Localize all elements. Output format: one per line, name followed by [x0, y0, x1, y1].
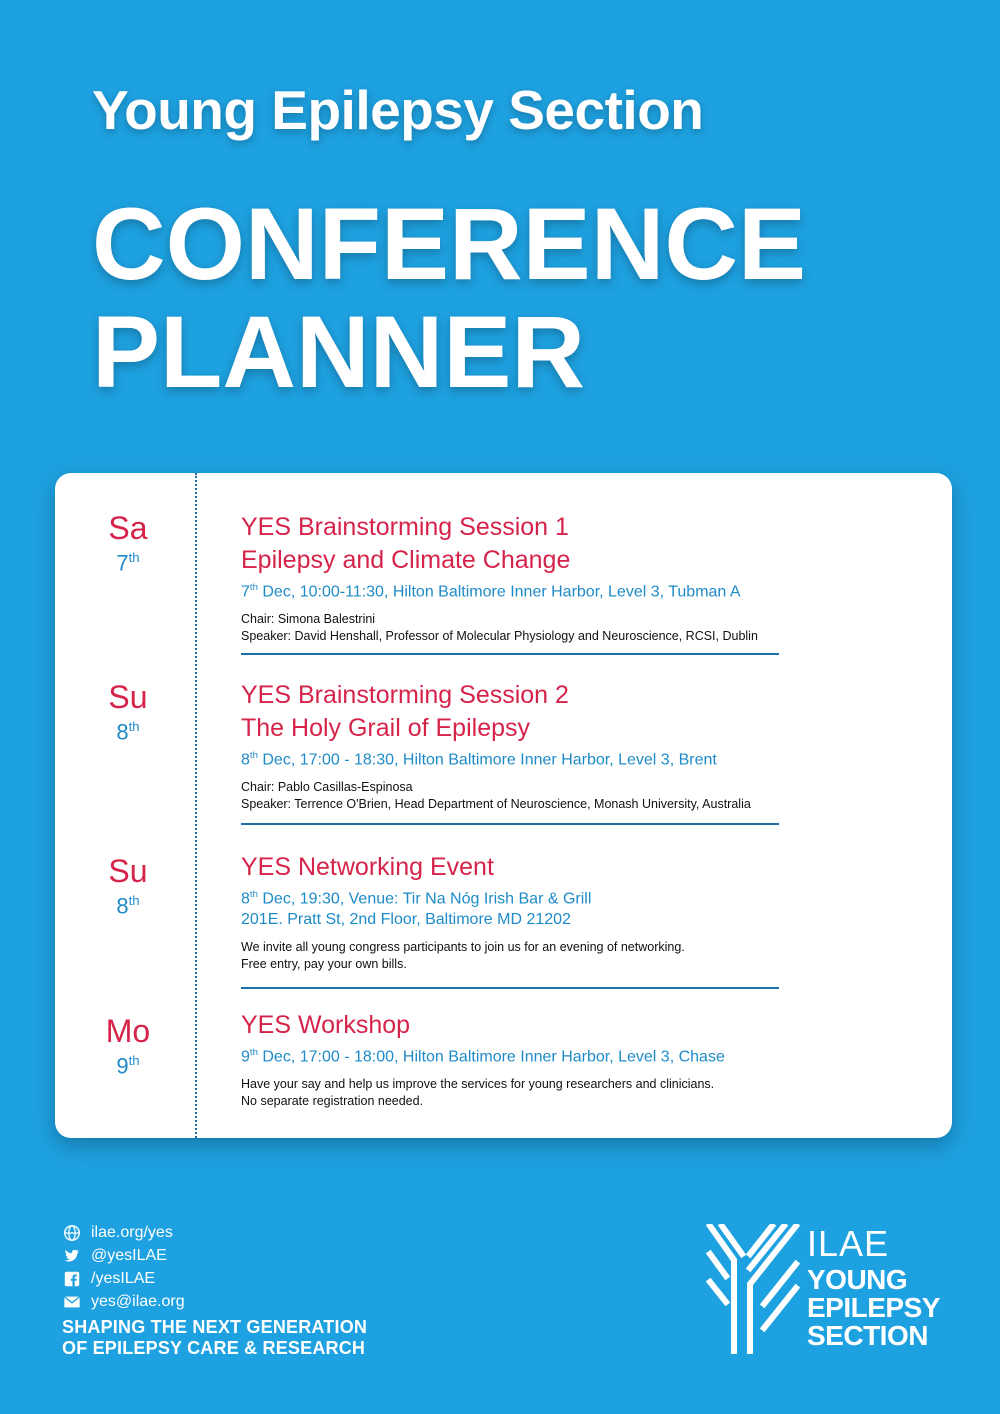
timeline-dotted-line	[195, 473, 197, 1138]
event-subtitle: Epilepsy and Climate Change	[241, 546, 571, 574]
event-title: YES Networking Event	[241, 853, 494, 881]
event-body: Chair: Simona Balestrini Speaker: David Henshall, Professor of Molecular Physiology and Neuroscience, RCSI, Dublin	[241, 612, 758, 644]
event-day	[85, 854, 171, 919]
event-meta: 7th Dec, 10:00-11:30, Hilton Baltimore Inner Harbor, Level 3, Tubman A	[241, 582, 741, 601]
y-emblem-icon	[704, 1224, 804, 1354]
tagline: SHAPING THE NEXT GENERATION OF EPILEPSY CARE & RESEARCH	[62, 1317, 368, 1358]
event-item	[241, 511, 931, 645]
event-meta: 9th Dec, 17:00 - 18:00, Hilton Baltimore Inner Harbor, Level 3, Chase	[241, 1047, 725, 1066]
footer-twitter[interactable]	[62, 1244, 367, 1267]
event-title: YES Workshop	[241, 1011, 411, 1039]
logo-text: YOUNG EPILEPSY SECTION	[807, 1264, 940, 1351]
event-title: YES Brainstorming Session 1	[241, 513, 569, 541]
event-meta: 8th Dec, 19:30, Venue: Tir Na Nóg Irish Bar & Grill	[241, 889, 592, 908]
event-item	[241, 1009, 931, 1110]
footer-contacts	[62, 1221, 367, 1359]
day-name: Su	[108, 853, 148, 889]
email-link[interactable]: yes@ilae.org	[91, 1292, 185, 1310]
footer-email[interactable]	[62, 1290, 367, 1313]
footer-website[interactable]	[62, 1221, 367, 1244]
footer-facebook[interactable]	[62, 1267, 367, 1290]
title-line-1: CONFERENCE	[92, 187, 807, 301]
event-day	[85, 511, 171, 576]
event-item	[241, 851, 931, 973]
event-day	[85, 680, 171, 745]
day-number: 7th	[116, 550, 140, 576]
schedule-card	[55, 473, 952, 1138]
facebook-icon	[62, 1270, 82, 1288]
yes-logo	[704, 1224, 954, 1354]
event-body: We invite all young congress participants to join us for an evening of networking. Free entry, pay your own bills.	[241, 940, 685, 972]
event-body: Chair: Pablo Casillas-Espinosa Speaker: Terrence O'Brien, Head Department of Neuroscience, Monash University, Australia	[241, 780, 751, 812]
day-number: 8th	[116, 893, 140, 919]
separator	[241, 823, 779, 825]
twitter-link[interactable]: @yesILAE	[91, 1246, 167, 1264]
ilae-wordmark: ILAE	[807, 1223, 890, 1264]
day-name: Mo	[105, 1013, 151, 1049]
header-subtitle: Young Epilepsy Section	[92, 79, 704, 141]
event-address: 201E. Pratt St, 2nd Floor, Baltimore MD 21202	[241, 911, 571, 929]
mail-icon	[62, 1293, 82, 1311]
day-name: Su	[108, 679, 148, 715]
event-item	[241, 679, 931, 813]
website-link[interactable]: ilae.org/yes	[91, 1223, 173, 1241]
day-name: Sa	[108, 510, 148, 546]
separator	[241, 987, 779, 989]
event-subtitle: The Holy Grail of Epilepsy	[241, 714, 531, 742]
globe-icon	[62, 1224, 82, 1242]
event-meta: 8th Dec, 17:00 - 18:30, Hilton Baltimore Inner Harbor, Level 3, Brent	[241, 750, 717, 769]
facebook-link[interactable]: /yesILAE	[91, 1269, 156, 1287]
page-title	[92, 187, 807, 409]
event-body: Have your say and help us improve the services for young researchers and clinicians. No separate registration needed.	[241, 1077, 715, 1109]
day-number: 9th	[116, 1053, 140, 1079]
event-title: YES Brainstorming Session 2	[241, 681, 569, 709]
separator	[241, 653, 779, 655]
event-day	[85, 1014, 171, 1079]
title-line-2: PLANNER	[92, 295, 586, 409]
day-number: 8th	[116, 719, 140, 745]
twitter-icon	[62, 1247, 82, 1265]
